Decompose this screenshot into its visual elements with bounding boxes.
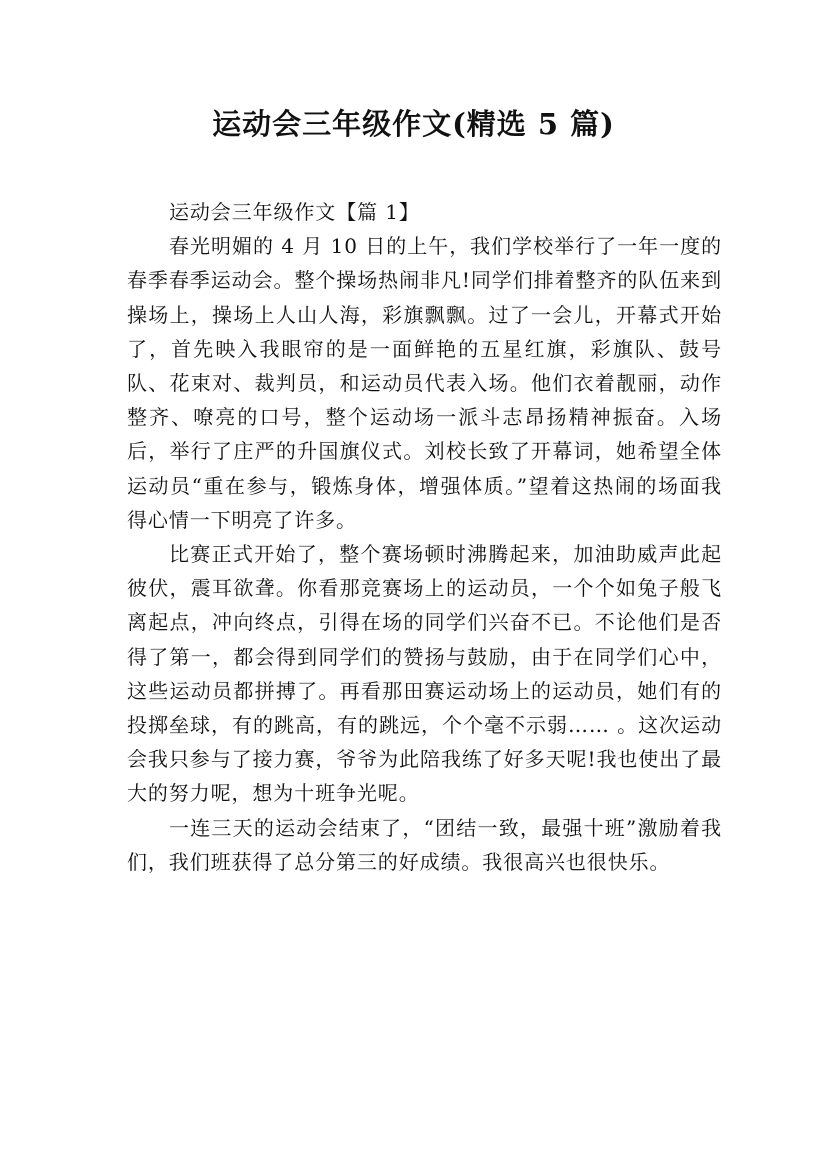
section-heading: 运动会三年级作文【篇 1】 bbox=[169, 200, 420, 224]
document-title: 运动会三年级作文(精选 5 篇) bbox=[212, 107, 615, 141]
paragraph-2: 比赛正式开始了，整个赛场顿时沸腾起来，加油助威声此起彼伏，震耳欲聋。你看那竞赛场上的运动员，一个个如兔子般飞离起点，冲向终点，引得在场的同学们兴奋不已。不论他们是否得了第一，都会得到同学们的赞扬与鼓励，由于在同学们心中，这些运动员都拼搏了。再看那田赛运动场上的运动员，她们有的投掷垒球，有的跳高，有的跳远，个个毫不示弱…… 。这次运动会我只参与了接力赛，爷爷为此陪我练了好多天呢!我也使出了最大的努力呢，想为十班争光呢。 bbox=[127, 542, 722, 806]
document-body bbox=[127, 195, 722, 879]
paragraph-1: 春光明媚的 4 月 10 日的上午，我们学校举行了一年一度的春季春季运动会。整个操场热闹非凡!同学们排着整齐的队伍来到操场上，操场上人山人海，彩旗飘飘。过了一会儿，开幕式开始了，首先映入我眼帘的是一面鲜艳的五星红旗，彩旗队、鼓号队、花束对、裁判员，和运动员代表入场。他们衣着靓丽，动作整齐、嘹亮的口号，整个运动场一派斗志昂扬精神振奋。入场后，举行了庄严的升国旗仪式。刘校长致了开幕词，她希望全体运动员“重在参与，锻炼身体，增强体质。”望着这热闹的场面我得心情一下明亮了许多。 bbox=[127, 234, 722, 532]
paragraph-3: 一连三天的运动会结束了，“团结一致，最强十班”激励着我们，我们班获得了总分第三的好成绩。我很高兴也很快乐。 bbox=[127, 815, 722, 874]
